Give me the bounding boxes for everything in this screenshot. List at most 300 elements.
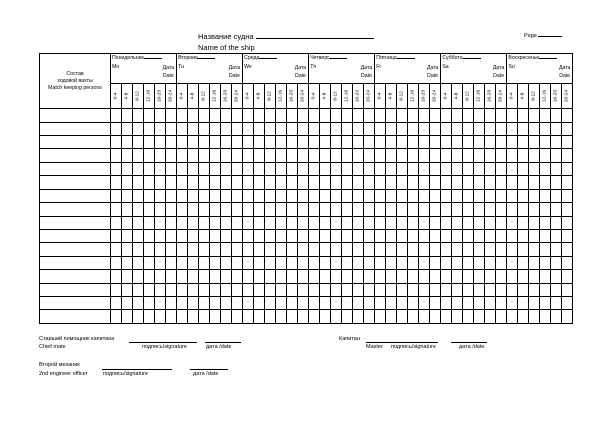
watch-entry-cell[interactable] (364, 176, 375, 189)
watch-entry-cell[interactable] (430, 297, 441, 310)
watch-entry-cell[interactable] (474, 270, 485, 283)
watch-entry-cell[interactable] (408, 270, 419, 283)
watch-entry-cell[interactable] (254, 203, 265, 216)
watch-entry-cell[interactable] (353, 162, 364, 175)
watch-entry-cell[interactable] (331, 256, 342, 269)
watch-entry-cell[interactable] (287, 203, 298, 216)
watch-entry-cell[interactable] (353, 203, 364, 216)
watch-entry-cell[interactable] (232, 135, 243, 148)
watch-entry-cell[interactable] (144, 149, 155, 162)
watch-entry-cell[interactable] (265, 149, 276, 162)
watch-entry-cell[interactable] (265, 256, 276, 269)
watch-entry-cell[interactable] (452, 189, 463, 202)
watch-entry-cell[interactable] (144, 283, 155, 296)
watch-entry-cell[interactable] (199, 203, 210, 216)
watch-entry-cell[interactable] (364, 243, 375, 256)
watch-entry-cell[interactable] (397, 229, 408, 242)
watch-entry-cell[interactable] (430, 149, 441, 162)
watch-entry-cell[interactable] (485, 122, 496, 135)
watch-entry-cell[interactable] (496, 176, 507, 189)
watch-entry-cell[interactable] (562, 176, 573, 189)
watch-entry-cell[interactable] (452, 243, 463, 256)
watch-entry-cell[interactable] (430, 256, 441, 269)
watch-entry-cell[interactable] (133, 256, 144, 269)
watch-entry-cell[interactable] (210, 162, 221, 175)
watch-entry-cell[interactable] (298, 310, 309, 324)
watch-entry-cell[interactable] (496, 243, 507, 256)
watch-entry-cell[interactable] (144, 310, 155, 324)
watch-entry-cell[interactable] (386, 176, 397, 189)
watch-entry-cell[interactable] (441, 122, 452, 135)
watch-entry-cell[interactable] (529, 176, 540, 189)
watch-entry-cell[interactable] (507, 270, 518, 283)
watch-entry-cell[interactable] (232, 203, 243, 216)
watch-entry-cell[interactable] (210, 109, 221, 122)
watch-entry-cell[interactable] (177, 297, 188, 310)
watch-entry-cell[interactable] (331, 297, 342, 310)
watch-entry-cell[interactable] (188, 109, 199, 122)
watch-entry-cell[interactable] (199, 135, 210, 148)
watch-entry-cell[interactable] (441, 243, 452, 256)
watch-entry-cell[interactable] (551, 283, 562, 296)
watch-entry-cell[interactable] (496, 270, 507, 283)
watch-entry-cell[interactable] (199, 229, 210, 242)
watch-entry-cell[interactable] (551, 149, 562, 162)
watch-entry-cell[interactable] (199, 270, 210, 283)
watch-entry-cell[interactable] (408, 203, 419, 216)
crew-name-cell[interactable] (40, 283, 111, 296)
watch-entry-cell[interactable] (364, 109, 375, 122)
watch-entry-cell[interactable] (243, 109, 254, 122)
watch-entry-cell[interactable] (397, 310, 408, 324)
watch-entry-cell[interactable] (287, 270, 298, 283)
watch-entry-cell[interactable] (287, 243, 298, 256)
watch-entry-cell[interactable] (397, 176, 408, 189)
watch-entry-cell[interactable] (298, 203, 309, 216)
watch-entry-cell[interactable] (562, 109, 573, 122)
watch-entry-cell[interactable] (320, 270, 331, 283)
watch-entry-cell[interactable] (122, 216, 133, 229)
watch-entry-cell[interactable] (155, 283, 166, 296)
watch-entry-cell[interactable] (485, 310, 496, 324)
watch-entry-cell[interactable] (254, 189, 265, 202)
watch-entry-cell[interactable] (364, 162, 375, 175)
master-signature-line[interactable] (366, 342, 438, 343)
watch-entry-cell[interactable] (375, 283, 386, 296)
watch-entry-cell[interactable] (507, 216, 518, 229)
watch-entry-cell[interactable] (320, 256, 331, 269)
watch-entry-cell[interactable] (386, 203, 397, 216)
watch-entry-cell[interactable] (232, 162, 243, 175)
watch-entry-cell[interactable] (287, 149, 298, 162)
watch-entry-cell[interactable] (518, 229, 529, 242)
watch-entry-cell[interactable] (166, 122, 177, 135)
watch-entry-cell[interactable] (188, 162, 199, 175)
watch-entry-cell[interactable] (375, 189, 386, 202)
watch-entry-cell[interactable] (562, 216, 573, 229)
watch-entry-cell[interactable] (474, 189, 485, 202)
watch-entry-cell[interactable] (562, 270, 573, 283)
watch-entry-cell[interactable] (408, 283, 419, 296)
watch-entry-cell[interactable] (496, 109, 507, 122)
watch-entry-cell[interactable] (265, 162, 276, 175)
watch-entry-cell[interactable] (342, 229, 353, 242)
watch-entry-cell[interactable] (562, 283, 573, 296)
watch-entry-cell[interactable] (496, 283, 507, 296)
watch-entry-cell[interactable] (397, 243, 408, 256)
watch-entry-cell[interactable] (155, 176, 166, 189)
watch-entry-cell[interactable] (441, 189, 452, 202)
watch-entry-cell[interactable] (298, 122, 309, 135)
watch-entry-cell[interactable] (320, 109, 331, 122)
watch-entry-cell[interactable] (166, 203, 177, 216)
watch-entry-cell[interactable] (375, 149, 386, 162)
watch-entry-cell[interactable] (320, 203, 331, 216)
watch-entry-cell[interactable] (562, 229, 573, 242)
watch-entry-cell[interactable] (298, 297, 309, 310)
watch-entry-cell[interactable] (276, 283, 287, 296)
chief-mate-signature-line[interactable] (129, 342, 197, 343)
watch-entry-cell[interactable] (188, 283, 199, 296)
watch-entry-cell[interactable] (507, 203, 518, 216)
watch-entry-cell[interactable] (331, 162, 342, 175)
watch-entry-cell[interactable] (331, 229, 342, 242)
watch-entry-cell[interactable] (243, 243, 254, 256)
watch-entry-cell[interactable] (408, 149, 419, 162)
watch-entry-cell[interactable] (342, 122, 353, 135)
watch-entry-cell[interactable] (232, 149, 243, 162)
watch-entry-cell[interactable] (298, 162, 309, 175)
watch-entry-cell[interactable] (221, 162, 232, 175)
watch-entry-cell[interactable] (166, 135, 177, 148)
watch-entry-cell[interactable] (243, 176, 254, 189)
watch-entry-cell[interactable] (276, 229, 287, 242)
watch-entry-cell[interactable] (386, 216, 397, 229)
watch-entry-cell[interactable] (276, 297, 287, 310)
watch-entry-cell[interactable] (353, 297, 364, 310)
watch-entry-cell[interactable] (342, 189, 353, 202)
watch-entry-cell[interactable] (551, 229, 562, 242)
watch-entry-cell[interactable] (452, 109, 463, 122)
watch-entry-cell[interactable] (188, 297, 199, 310)
watch-entry-cell[interactable] (441, 149, 452, 162)
watch-entry-cell[interactable] (430, 270, 441, 283)
watch-entry-cell[interactable] (375, 297, 386, 310)
watch-entry-cell[interactable] (408, 297, 419, 310)
watch-entry-cell[interactable] (254, 310, 265, 324)
watch-entry-cell[interactable] (430, 216, 441, 229)
watch-entry-cell[interactable] (210, 256, 221, 269)
watch-entry-cell[interactable] (452, 283, 463, 296)
watch-entry-cell[interactable] (276, 310, 287, 324)
watch-entry-cell[interactable] (452, 122, 463, 135)
watch-entry-cell[interactable] (419, 149, 430, 162)
watch-entry-cell[interactable] (353, 109, 364, 122)
watch-entry-cell[interactable] (342, 243, 353, 256)
watch-entry-cell[interactable] (276, 189, 287, 202)
watch-entry-cell[interactable] (485, 283, 496, 296)
watch-entry-cell[interactable] (375, 162, 386, 175)
watch-entry-cell[interactable] (320, 122, 331, 135)
watch-entry-cell[interactable] (441, 216, 452, 229)
watch-entry-cell[interactable] (364, 256, 375, 269)
watch-entry-cell[interactable] (507, 310, 518, 324)
watch-entry-cell[interactable] (419, 243, 430, 256)
watch-entry-cell[interactable] (287, 297, 298, 310)
watch-entry-cell[interactable] (485, 297, 496, 310)
watch-entry-cell[interactable] (529, 270, 540, 283)
watch-entry-cell[interactable] (287, 283, 298, 296)
watch-entry-cell[interactable] (188, 310, 199, 324)
watch-entry-cell[interactable] (243, 229, 254, 242)
watch-entry-cell[interactable] (364, 203, 375, 216)
watch-entry-cell[interactable] (375, 310, 386, 324)
watch-entry-cell[interactable] (551, 216, 562, 229)
watch-entry-cell[interactable] (496, 310, 507, 324)
watch-entry-cell[interactable] (331, 189, 342, 202)
watch-entry-cell[interactable] (199, 109, 210, 122)
watch-entry-cell[interactable] (188, 256, 199, 269)
watch-entry-cell[interactable] (265, 122, 276, 135)
watch-entry-cell[interactable] (265, 176, 276, 189)
watch-entry-cell[interactable] (474, 229, 485, 242)
watch-entry-cell[interactable] (452, 216, 463, 229)
watch-entry-cell[interactable] (342, 149, 353, 162)
watch-entry-cell[interactable] (562, 162, 573, 175)
watch-entry-cell[interactable] (562, 189, 573, 202)
watch-entry-cell[interactable] (232, 109, 243, 122)
crew-name-cell[interactable] (40, 203, 111, 216)
watch-entry-cell[interactable] (232, 256, 243, 269)
watch-entry-cell[interactable] (331, 122, 342, 135)
watch-entry-cell[interactable] (155, 189, 166, 202)
crew-name-cell[interactable] (40, 149, 111, 162)
watch-entry-cell[interactable] (463, 216, 474, 229)
watch-entry-cell[interactable] (386, 310, 397, 324)
watch-entry-cell[interactable] (529, 216, 540, 229)
watch-entry-cell[interactable] (166, 189, 177, 202)
watch-entry-cell[interactable] (562, 122, 573, 135)
watch-entry-cell[interactable] (221, 189, 232, 202)
watch-entry-cell[interactable] (122, 297, 133, 310)
watch-entry-cell[interactable] (485, 229, 496, 242)
watch-entry-cell[interactable] (507, 176, 518, 189)
watch-entry-cell[interactable] (529, 203, 540, 216)
watch-entry-cell[interactable] (507, 189, 518, 202)
watch-entry-cell[interactable] (287, 229, 298, 242)
watch-entry-cell[interactable] (144, 297, 155, 310)
watch-entry-cell[interactable] (474, 297, 485, 310)
watch-entry-cell[interactable] (320, 135, 331, 148)
watch-entry-cell[interactable] (155, 310, 166, 324)
watch-entry-cell[interactable] (320, 149, 331, 162)
watch-entry-cell[interactable] (452, 297, 463, 310)
watch-entry-cell[interactable] (518, 297, 529, 310)
watch-entry-cell[interactable] (320, 283, 331, 296)
watch-entry-cell[interactable] (507, 256, 518, 269)
watch-entry-cell[interactable] (452, 135, 463, 148)
watch-entry-cell[interactable] (364, 283, 375, 296)
watch-entry-cell[interactable] (210, 189, 221, 202)
watch-entry-cell[interactable] (364, 189, 375, 202)
watch-entry-cell[interactable] (144, 109, 155, 122)
watch-entry-cell[interactable] (518, 270, 529, 283)
watch-entry-cell[interactable] (342, 310, 353, 324)
watch-entry-cell[interactable] (254, 122, 265, 135)
watch-entry-cell[interactable] (397, 297, 408, 310)
watch-entry-cell[interactable] (353, 176, 364, 189)
watch-entry-cell[interactable] (133, 283, 144, 296)
watch-entry-cell[interactable] (408, 135, 419, 148)
watch-entry-cell[interactable] (276, 122, 287, 135)
watch-entry-cell[interactable] (287, 176, 298, 189)
watch-entry-cell[interactable] (166, 310, 177, 324)
watch-entry-cell[interactable] (540, 297, 551, 310)
watch-entry-cell[interactable] (210, 216, 221, 229)
watch-entry-cell[interactable] (243, 149, 254, 162)
watch-entry-cell[interactable] (320, 216, 331, 229)
watch-entry-cell[interactable] (452, 176, 463, 189)
watch-entry-cell[interactable] (177, 216, 188, 229)
watch-entry-cell[interactable] (309, 176, 320, 189)
watch-entry-cell[interactable] (210, 135, 221, 148)
watch-entry-cell[interactable] (254, 229, 265, 242)
watch-entry-cell[interactable] (309, 283, 320, 296)
watch-entry-cell[interactable] (529, 243, 540, 256)
watch-entry-cell[interactable] (177, 203, 188, 216)
watch-entry-cell[interactable] (111, 216, 122, 229)
watch-entry-cell[interactable] (485, 189, 496, 202)
watch-entry-cell[interactable] (221, 283, 232, 296)
watch-entry-cell[interactable] (298, 283, 309, 296)
watch-entry-cell[interactable] (199, 122, 210, 135)
watch-entry-cell[interactable] (397, 203, 408, 216)
watch-entry-cell[interactable] (276, 149, 287, 162)
crew-name-cell[interactable] (40, 189, 111, 202)
watch-entry-cell[interactable] (144, 229, 155, 242)
watch-entry-cell[interactable] (364, 270, 375, 283)
watch-entry-cell[interactable] (166, 216, 177, 229)
watch-entry-cell[interactable] (408, 310, 419, 324)
watch-entry-cell[interactable] (540, 162, 551, 175)
watch-entry-cell[interactable] (221, 270, 232, 283)
watch-entry-cell[interactable] (144, 203, 155, 216)
watch-entry-cell[interactable] (298, 270, 309, 283)
watch-entry-cell[interactable] (430, 135, 441, 148)
watch-entry-cell[interactable] (430, 189, 441, 202)
watch-entry-cell[interactable] (419, 270, 430, 283)
watch-entry-cell[interactable] (518, 135, 529, 148)
watch-entry-cell[interactable] (232, 122, 243, 135)
watch-entry-cell[interactable] (199, 162, 210, 175)
watch-entry-cell[interactable] (287, 122, 298, 135)
watch-entry-cell[interactable] (408, 243, 419, 256)
watch-entry-cell[interactable] (430, 243, 441, 256)
watch-entry-cell[interactable] (144, 122, 155, 135)
crew-name-cell[interactable] (40, 216, 111, 229)
watch-entry-cell[interactable] (331, 149, 342, 162)
watch-entry-cell[interactable] (155, 229, 166, 242)
watch-entry-cell[interactable] (155, 135, 166, 148)
watch-entry-cell[interactable] (342, 283, 353, 296)
watch-entry-cell[interactable] (166, 256, 177, 269)
watch-entry-cell[interactable] (133, 310, 144, 324)
watch-entry-cell[interactable] (265, 283, 276, 296)
watch-entry-cell[interactable] (474, 122, 485, 135)
watch-entry-cell[interactable] (177, 229, 188, 242)
watch-entry-cell[interactable] (188, 229, 199, 242)
watch-entry-cell[interactable] (155, 297, 166, 310)
watch-entry-cell[interactable] (232, 283, 243, 296)
watch-entry-cell[interactable] (265, 310, 276, 324)
watch-entry-cell[interactable] (199, 310, 210, 324)
watch-entry-cell[interactable] (529, 122, 540, 135)
watch-entry-cell[interactable] (133, 189, 144, 202)
watch-entry-cell[interactable] (507, 122, 518, 135)
watch-entry-cell[interactable] (133, 216, 144, 229)
watch-entry-cell[interactable] (441, 162, 452, 175)
watch-entry-cell[interactable] (518, 216, 529, 229)
watch-entry-cell[interactable] (386, 109, 397, 122)
watch-entry-cell[interactable] (265, 243, 276, 256)
chief-mate-date-line[interactable] (205, 342, 241, 343)
watch-entry-cell[interactable] (122, 310, 133, 324)
watch-entry-cell[interactable] (111, 135, 122, 148)
watch-entry-cell[interactable] (221, 149, 232, 162)
watch-entry-cell[interactable] (133, 203, 144, 216)
watch-entry-cell[interactable] (221, 297, 232, 310)
watch-entry-cell[interactable] (309, 203, 320, 216)
watch-entry-cell[interactable] (485, 135, 496, 148)
watch-entry-cell[interactable] (463, 109, 474, 122)
watch-entry-cell[interactable] (507, 109, 518, 122)
watch-entry-cell[interactable] (331, 310, 342, 324)
watch-entry-cell[interactable] (463, 310, 474, 324)
watch-entry-cell[interactable] (243, 283, 254, 296)
watch-entry-cell[interactable] (551, 109, 562, 122)
watch-entry-cell[interactable] (188, 270, 199, 283)
watch-entry-cell[interactable] (397, 189, 408, 202)
watch-entry-cell[interactable] (375, 216, 386, 229)
watch-entry-cell[interactable] (155, 109, 166, 122)
watch-entry-cell[interactable] (243, 270, 254, 283)
watch-entry-cell[interactable] (133, 135, 144, 148)
watch-entry-cell[interactable] (331, 135, 342, 148)
watch-entry-cell[interactable] (353, 310, 364, 324)
watch-entry-cell[interactable] (111, 297, 122, 310)
watch-entry-cell[interactable] (408, 229, 419, 242)
watch-entry-cell[interactable] (353, 135, 364, 148)
watch-entry-cell[interactable] (331, 109, 342, 122)
watch-entry-cell[interactable] (419, 310, 430, 324)
watch-entry-cell[interactable] (353, 149, 364, 162)
watch-entry-cell[interactable] (375, 203, 386, 216)
watch-entry-cell[interactable] (144, 176, 155, 189)
watch-entry-cell[interactable] (111, 109, 122, 122)
watch-entry-cell[interactable] (254, 297, 265, 310)
watch-entry-cell[interactable] (540, 243, 551, 256)
watch-entry-cell[interactable] (199, 149, 210, 162)
watch-entry-cell[interactable] (540, 310, 551, 324)
watch-entry-cell[interactable] (298, 229, 309, 242)
watch-entry-cell[interactable] (419, 203, 430, 216)
watch-entry-cell[interactable] (298, 256, 309, 269)
watch-entry-cell[interactable] (254, 256, 265, 269)
watch-entry-cell[interactable] (507, 135, 518, 148)
watch-entry-cell[interactable] (463, 135, 474, 148)
watch-entry-cell[interactable] (122, 229, 133, 242)
watch-entry-cell[interactable] (254, 149, 265, 162)
